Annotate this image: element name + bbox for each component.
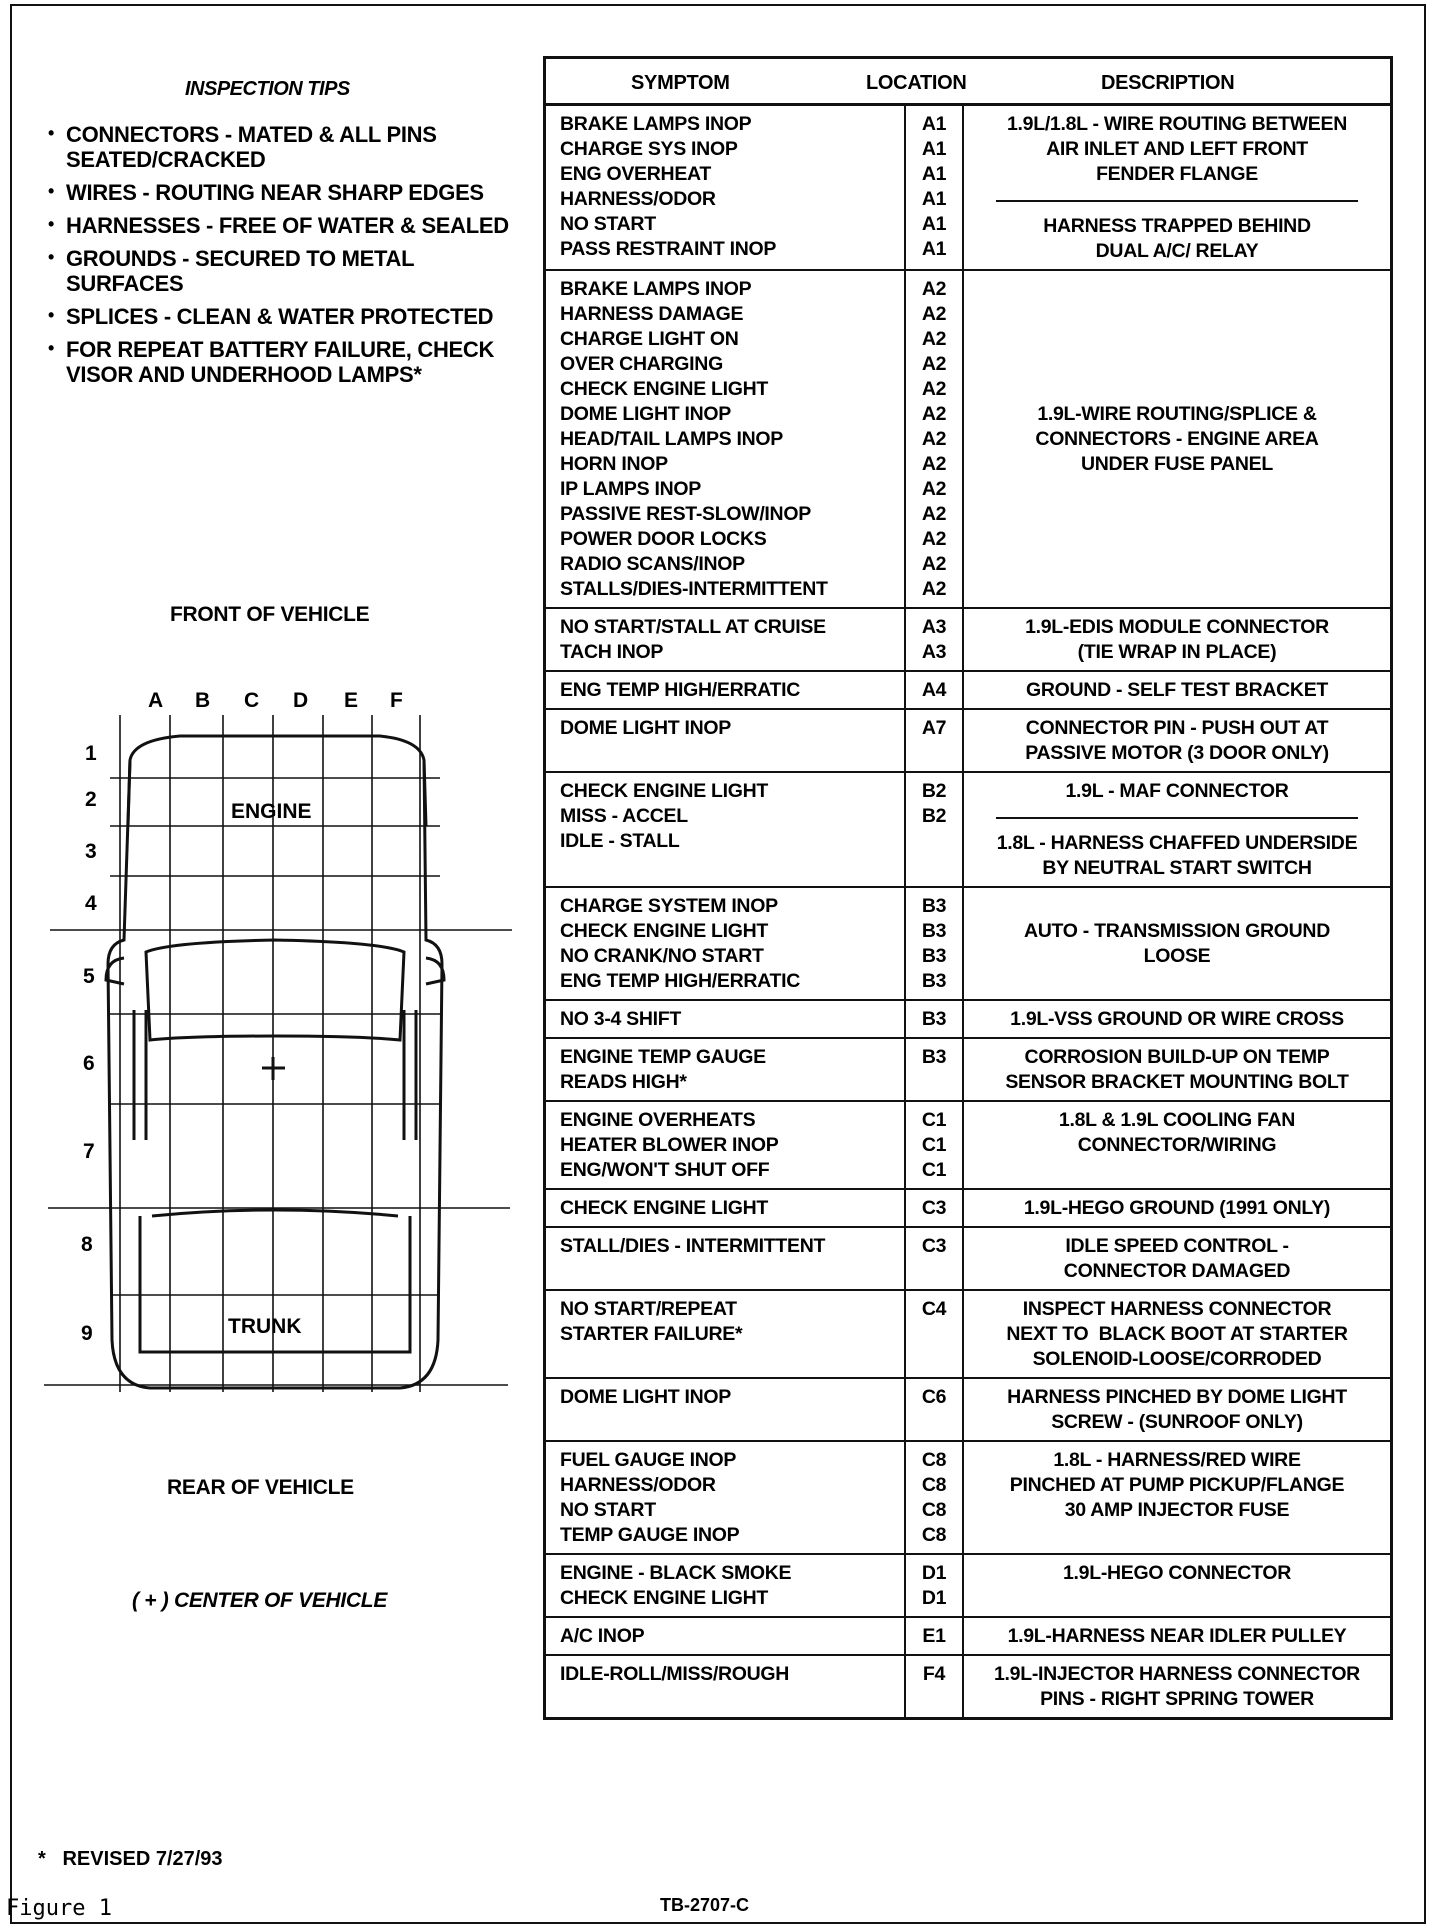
description-text: CORROSION BUILD-UP ON TEMP [1024, 1046, 1330, 1068]
location-code: B3 [921, 970, 947, 992]
symptom-text: HEAD/TAIL LAMPS INOP [560, 428, 783, 450]
symptom-text: DOME LIGHT INOP [560, 403, 732, 425]
description-cell [963, 1227, 1392, 1290]
symptom-cell [545, 1378, 906, 1441]
location-code: E1 [922, 1625, 946, 1647]
location-code: D1 [921, 1587, 947, 1609]
description-text: 1.9L-HEGO CONNECTOR [1063, 1562, 1291, 1584]
symptom-text: PASSIVE REST-SLOW/INOP [560, 503, 811, 525]
symptom-text: CHARGE SYSTEM INOP [560, 895, 778, 917]
symptom-cell [545, 105, 906, 271]
description-text: IDLE SPEED CONTROL - [1065, 1235, 1289, 1257]
symptom-text: PASS RESTRAINT INOP [560, 238, 777, 260]
description-text: HARNESS PINCHED BY DOME LIGHT [1007, 1386, 1347, 1408]
symptom-text: CHECK ENGINE LIGHT [560, 378, 769, 400]
grid-row-label: 8 [81, 1233, 93, 1256]
description-text: 1.9L - MAF CONNECTOR [1065, 780, 1289, 802]
location-code: A2 [921, 278, 947, 300]
table-row [545, 1290, 1392, 1378]
description-text: 1.9L-HEGO GROUND (1991 ONLY) [1023, 1197, 1331, 1219]
location-cell [905, 772, 963, 887]
description-text: AIR INLET AND LEFT FRONT [1046, 138, 1308, 160]
grid-row-label: 5 [83, 965, 95, 988]
symptom-text: MISS - ACCEL [560, 805, 688, 827]
location-code: C8 [921, 1524, 947, 1546]
symptom-text: TEMP GAUGE INOP [560, 1524, 740, 1546]
table-row [545, 1655, 1392, 1719]
symptom-cell [545, 709, 906, 772]
description-cell [963, 105, 1392, 271]
location-code: B3 [921, 1046, 947, 1068]
description-cell [963, 1441, 1392, 1554]
description-text: SENSOR BRACKET MOUNTING BOLT [1005, 1071, 1349, 1093]
description-cell [963, 1000, 1392, 1038]
location-code: B3 [921, 1008, 947, 1030]
inspection-tips-title: INSPECTION TIPS [185, 78, 350, 100]
grid-column-label: E [344, 689, 359, 712]
symptom-text: ENGINE - BLACK SMOKE [560, 1562, 792, 1584]
inspection-tip: • WIRES - ROUTING NEAR SHARP EDGES [48, 180, 528, 205]
grid-row-label: 7 [83, 1140, 95, 1163]
location-cell [905, 270, 963, 608]
description-text: PASSIVE MOTOR (3 DOOR ONLY) [1025, 742, 1329, 764]
symptom-cell [545, 772, 906, 887]
location-code: A2 [921, 303, 947, 325]
table-row [545, 1378, 1392, 1441]
description-divider [996, 817, 1358, 819]
description-cell [963, 1554, 1392, 1617]
table-row [545, 1189, 1392, 1227]
location-code: F4 [922, 1663, 946, 1685]
table-header [545, 58, 1392, 105]
symptom-text: BRAKE LAMPS INOP [560, 113, 752, 135]
symptom-text: NO CRANK/NO START [560, 945, 764, 967]
symptom-text: CHARGE SYS INOP [560, 138, 738, 160]
description-text: PINS - RIGHT SPRING TOWER [1040, 1688, 1314, 1710]
description-text: 30 AMP INJECTOR FUSE [1064, 1499, 1290, 1521]
table-row [545, 1038, 1392, 1101]
symptom-text: DOME LIGHT INOP [560, 1386, 732, 1408]
symptom-text: ENG/WON'T SHUT OFF [560, 1159, 770, 1181]
table-row [545, 1227, 1392, 1290]
location-cell [905, 1000, 963, 1038]
grid-column-label: C [244, 689, 260, 712]
location-code: B3 [921, 920, 947, 942]
table-row [545, 1101, 1392, 1189]
table-row [545, 671, 1392, 709]
description-cell [963, 1101, 1392, 1189]
description-text: HARNESS TRAPPED BEHIND [1043, 215, 1311, 237]
location-cell [905, 1290, 963, 1378]
location-code: A2 [921, 553, 947, 575]
symptom-cell [545, 270, 906, 608]
engine-label: ENGINE [231, 800, 312, 823]
description-text: 1.9L-WIRE ROUTING/SPLICE & [1037, 403, 1317, 425]
symptom-cell [545, 1655, 906, 1719]
description-text: SOLENOID-LOOSE/CORRODED [1032, 1348, 1322, 1370]
symptom-text: HORN INOP [560, 453, 668, 475]
location-code: A2 [921, 403, 947, 425]
location-cell [905, 1617, 963, 1655]
symptom-text: TACH INOP [560, 641, 664, 663]
symptom-text: RADIO SCANS/INOP [560, 553, 745, 575]
location-cell [905, 105, 963, 271]
description-cell [963, 608, 1392, 671]
description-cell [963, 1655, 1392, 1719]
location-code: A2 [921, 528, 947, 550]
location-cell [905, 1655, 963, 1719]
table-row [545, 270, 1392, 608]
description-text: GROUND - SELF TEST BRACKET [1025, 679, 1329, 701]
grid-column-label: D [293, 689, 309, 712]
symptom-text: READS HIGH* [560, 1071, 687, 1093]
grid-row-label: 4 [85, 892, 97, 915]
vehicle-center-marker [262, 1057, 285, 1080]
symptom-text: STALLS/DIES-INTERMITTENT [560, 578, 828, 600]
symptom-text: ENGINE TEMP GAUGE [560, 1046, 766, 1068]
description-text: 1.9L-INJECTOR HARNESS CONNECTOR [994, 1663, 1360, 1685]
description-text: (TIE WRAP IN PLACE) [1077, 641, 1277, 663]
table-row [545, 1441, 1392, 1554]
location-code: B3 [921, 945, 947, 967]
location-code: C4 [921, 1298, 947, 1320]
description-text: 1.8L - HARNESS/RED WIRE [1053, 1449, 1301, 1471]
grid-row-label: 3 [85, 840, 97, 863]
location-code: C8 [921, 1474, 947, 1496]
table-header-row [545, 58, 1392, 105]
description-cell [963, 1617, 1392, 1655]
description-cell [963, 1378, 1392, 1441]
description-text: 1.9L-EDIS MODULE CONNECTOR [1025, 616, 1329, 638]
grid-row-label: 6 [83, 1052, 95, 1075]
description-divider [996, 200, 1358, 202]
description-text: 1.8L - HARNESS CHAFFED UNDERSIDE [996, 832, 1358, 854]
description-text: CONNECTORS - ENGINE AREA [1035, 428, 1319, 450]
location-code: B3 [921, 895, 947, 917]
location-code: A2 [921, 453, 947, 475]
symptom-text: CHECK ENGINE LIGHT [560, 1587, 769, 1609]
location-code: C3 [921, 1197, 947, 1219]
symptom-text: HARNESS/ODOR [560, 1474, 716, 1496]
symptom-header: SYMPTOM [631, 72, 730, 94]
location-code: A4 [921, 679, 947, 701]
description-text: CONNECTOR DAMAGED [1063, 1260, 1291, 1282]
description-text: 1.9L/1.8L - WIRE ROUTING BETWEEN [1007, 113, 1347, 135]
description-text: PINCHED AT PUMP PICKUP/FLANGE [1009, 1474, 1345, 1496]
description-cell [963, 772, 1392, 887]
location-code: A2 [921, 328, 947, 350]
location-code: A1 [921, 163, 947, 185]
description-cell [963, 671, 1392, 709]
location-code: C3 [921, 1235, 947, 1257]
table-row [545, 1554, 1392, 1617]
center-of-vehicle-label: ( + ) CENTER OF VEHICLE [132, 1589, 388, 1612]
symptom-text: NO START/REPEAT [560, 1298, 737, 1320]
location-code: A7 [921, 717, 947, 739]
symptom-text: CHECK ENGINE LIGHT [560, 920, 769, 942]
grid-row-label: 2 [85, 788, 97, 811]
description-text: CONNECTOR/WIRING [1077, 1134, 1277, 1156]
trunk-label: TRUNK [228, 1315, 302, 1338]
symptom-text: A/C INOP [560, 1625, 645, 1647]
inspection-tip: • CONNECTORS - MATED & ALL PINS SEATED/CRACKED [48, 122, 528, 172]
location-code: A2 [921, 478, 947, 500]
symptom-text: HARNESS DAMAGE [560, 303, 744, 325]
grid-row-label: 1 [85, 742, 97, 765]
symptom-text: NO START [560, 1499, 656, 1521]
front-of-vehicle-label: FRONT OF VEHICLE [170, 603, 370, 626]
description-text: 1.8L & 1.9L COOLING FAN [1058, 1109, 1296, 1131]
location-code: C1 [921, 1109, 947, 1131]
grid-column-label: F [390, 689, 403, 712]
location-cell [905, 887, 963, 1000]
description-cell [963, 1189, 1392, 1227]
location-cell [905, 1441, 963, 1554]
description-text: DUAL A/C/ RELAY [1095, 240, 1259, 262]
location-code: A1 [921, 138, 947, 160]
symptom-cell [545, 1290, 906, 1378]
revision-footnote: * REVISED 7/27/93 [38, 1848, 223, 1870]
description-text: AUTO - TRANSMISSION GROUND [1023, 920, 1330, 942]
location-cell [905, 608, 963, 671]
location-code: D1 [921, 1562, 947, 1584]
location-code: A2 [921, 378, 947, 400]
symptom-cell [545, 1038, 906, 1101]
description-text: NEXT TO BLACK BOOT AT STARTER [1006, 1323, 1348, 1345]
symptom-text: ENG TEMP HIGH/ERRATIC [560, 679, 800, 701]
symptom-cell [545, 1101, 906, 1189]
symptom-text: FUEL GAUGE INOP [560, 1449, 737, 1471]
symptom-text: ENG OVERHEAT [560, 163, 711, 185]
symptom-text: NO START/STALL AT CRUISE [560, 616, 826, 638]
figure-caption: Figure 1 [6, 1896, 112, 1921]
document-number: TB-2707-C [660, 1895, 750, 1915]
grid-column-label: B [195, 689, 211, 712]
symptom-cell [545, 1554, 906, 1617]
symptom-text: CHARGE LIGHT ON [560, 328, 739, 350]
location-cell [905, 1378, 963, 1441]
description-text: CONNECTOR PIN - PUSH OUT AT [1025, 717, 1329, 739]
description-cell [963, 1290, 1392, 1378]
location-cell [905, 1189, 963, 1227]
symptom-text: NO START [560, 213, 656, 235]
symptom-cell [545, 1227, 906, 1290]
symptom-text: HARNESS/ODOR [560, 188, 716, 210]
location-cell [905, 1101, 963, 1189]
location-code: A1 [921, 213, 947, 235]
location-cell [905, 671, 963, 709]
vehicle-grid-diagram [0, 0, 540, 1420]
inspection-tip: • SPLICES - CLEAN & WATER PROTECTED [48, 304, 528, 329]
symptom-text: CHECK ENGINE LIGHT [560, 780, 769, 802]
location-code: A2 [921, 503, 947, 525]
description-text: 1.9L-VSS GROUND OR WIRE CROSS [1010, 1008, 1344, 1030]
location-code: B2 [921, 780, 947, 802]
inspection-tip: • GROUNDS - SECURED TO METAL SURFACES [48, 246, 528, 296]
symptom-text: HEATER BLOWER INOP [560, 1134, 779, 1156]
description-text: LOOSE [1143, 945, 1211, 967]
symptom-cell [545, 1617, 906, 1655]
description-cell [963, 709, 1392, 772]
grid-row-label: 9 [81, 1322, 93, 1345]
symptom-text: STARTER FAILURE* [560, 1323, 743, 1345]
description-cell [963, 270, 1392, 608]
symptom-cell [545, 887, 906, 1000]
location-code: A1 [921, 188, 947, 210]
location-code: A2 [921, 578, 947, 600]
table-row [545, 608, 1392, 671]
description-text: 1.9L-HARNESS NEAR IDLER PULLEY [1007, 1625, 1347, 1647]
location-cell [905, 1038, 963, 1101]
location-code: A1 [921, 113, 947, 135]
symptom-cell [545, 1441, 906, 1554]
location-code: C8 [921, 1499, 947, 1521]
description-cell [963, 1038, 1392, 1101]
location-code: A1 [921, 238, 947, 260]
table-row [545, 887, 1392, 1000]
symptom-text: POWER DOOR LOCKS [560, 528, 767, 550]
description-text: INSPECT HARNESS CONNECTOR [1022, 1298, 1332, 1320]
symptom-cell [545, 1189, 906, 1227]
location-code: B2 [921, 805, 947, 827]
inspection-tip: • HARNESSES - FREE OF WATER & SEALED [48, 213, 528, 238]
symptom-text: IDLE-ROLL/MISS/ROUGH [560, 1663, 790, 1685]
symptom-text: ENG TEMP HIGH/ERRATIC [560, 970, 800, 992]
grid-column-label: A [148, 689, 164, 712]
location-code: C8 [921, 1449, 947, 1471]
rear-of-vehicle-label: REAR OF VEHICLE [167, 1476, 354, 1499]
location-code: C1 [921, 1134, 947, 1156]
description-cell [963, 887, 1392, 1000]
table-row [545, 1617, 1392, 1655]
location-code: A2 [921, 428, 947, 450]
location-cell [905, 1554, 963, 1617]
symptom-text: ENGINE OVERHEATS [560, 1109, 756, 1131]
symptom-location-table [543, 56, 1393, 1720]
location-code: A3 [921, 616, 947, 638]
location-header: LOCATION [866, 72, 967, 94]
symptom-text: DOME LIGHT INOP [560, 717, 732, 739]
symptom-text: BRAKE LAMPS INOP [560, 278, 752, 300]
symptom-text: IP LAMPS INOP [560, 478, 701, 500]
symptom-cell [545, 671, 906, 709]
table-row [545, 709, 1392, 772]
symptom-cell [545, 608, 906, 671]
symptom-text: OVER CHARGING [560, 353, 723, 375]
description-text: BY NEUTRAL START SWITCH [1042, 857, 1312, 879]
table-row [545, 105, 1392, 271]
location-code: A3 [921, 641, 947, 663]
location-cell [905, 709, 963, 772]
description-text: FENDER FLANGE [1096, 163, 1258, 185]
symptom-cell [545, 1000, 906, 1038]
symptom-text: IDLE - STALL [560, 830, 680, 852]
location-code: A2 [921, 353, 947, 375]
location-cell [905, 1227, 963, 1290]
symptom-text: STALL/DIES - INTERMITTENT [560, 1235, 826, 1257]
inspection-tip: • FOR REPEAT BATTERY FAILURE, CHECK VISOR AND UNDERHOOD LAMPS* [48, 337, 528, 387]
table-row [545, 772, 1392, 887]
symptom-text: NO 3-4 SHIFT [560, 1008, 681, 1030]
location-code: C6 [921, 1386, 947, 1408]
description-header: DESCRIPTION [1101, 72, 1235, 94]
symptom-text: CHECK ENGINE LIGHT [560, 1197, 769, 1219]
location-code: C1 [921, 1159, 947, 1181]
description-text: UNDER FUSE PANEL [1080, 453, 1274, 475]
description-text: SCREW - (SUNROOF ONLY) [1051, 1411, 1303, 1433]
table-row [545, 1000, 1392, 1038]
